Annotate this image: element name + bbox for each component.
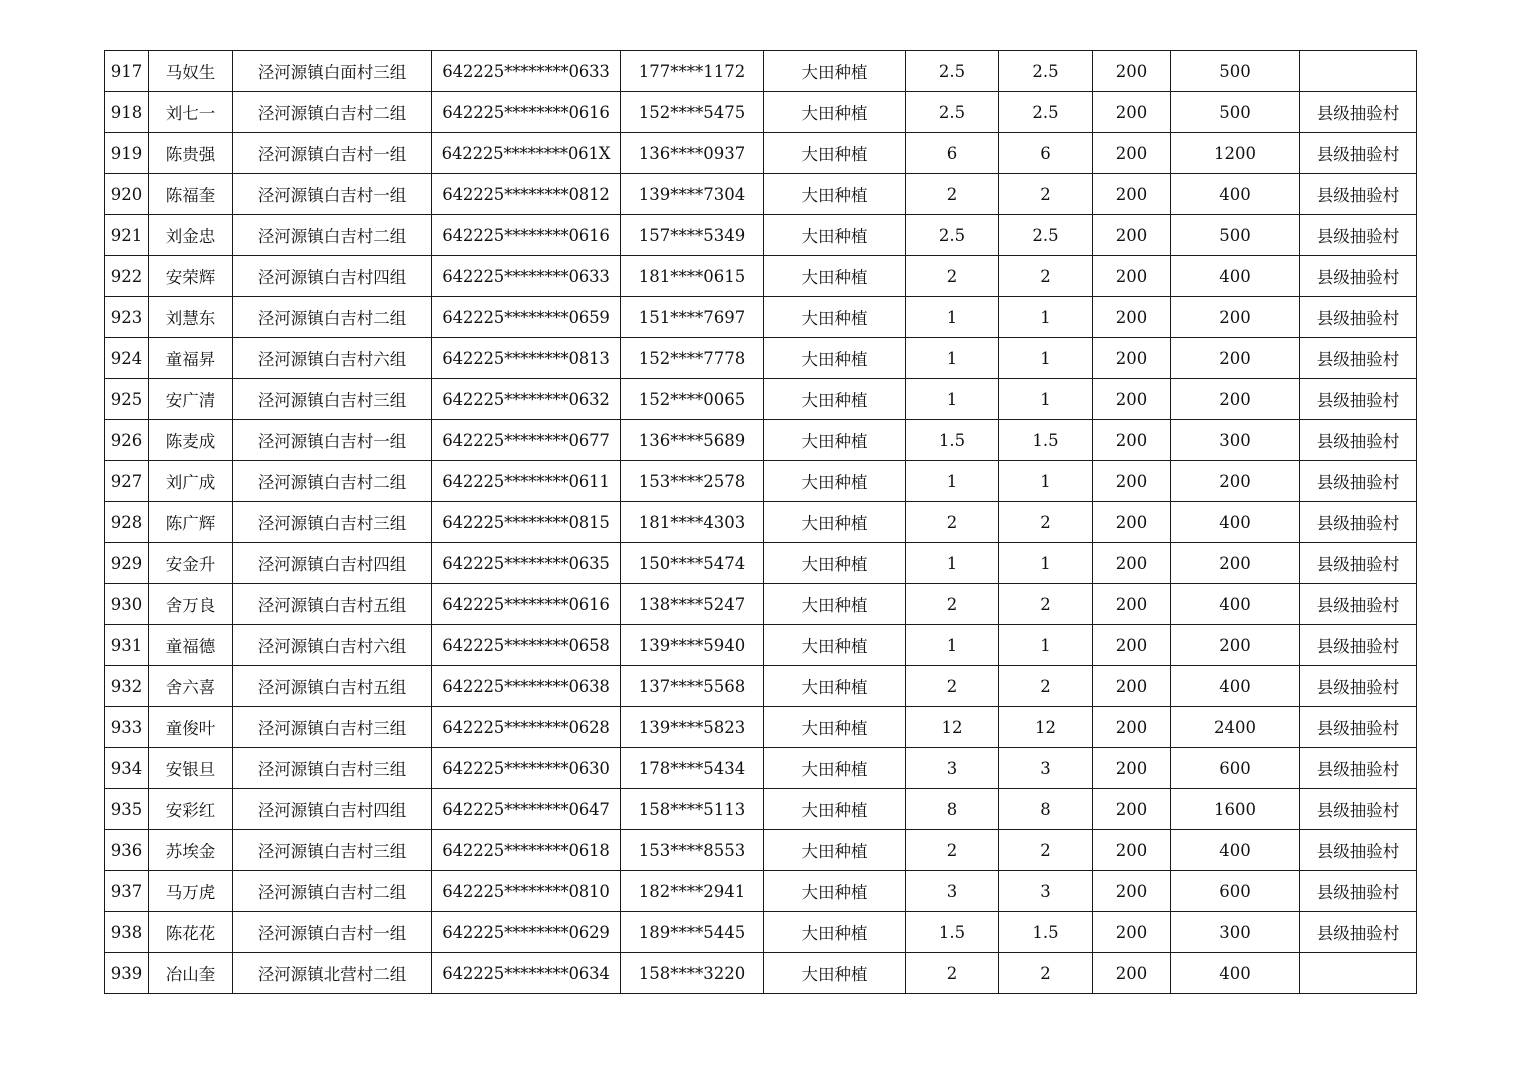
remark-cell: 县级抽验村 bbox=[1300, 830, 1417, 871]
phone-cell: 189****5445 bbox=[621, 912, 764, 953]
table-row bbox=[105, 830, 1417, 871]
verified-area-cell: 6 bbox=[999, 133, 1093, 174]
verified-area-cell: 3 bbox=[999, 748, 1093, 789]
id-card-cell: 642225********0810 bbox=[432, 871, 621, 912]
id-card-cell: 642225********0812 bbox=[432, 174, 621, 215]
table-row bbox=[105, 338, 1417, 379]
subsidy-standard-cell: 200 bbox=[1093, 789, 1171, 830]
area-cell: 2 bbox=[906, 584, 999, 625]
remark-cell: 县级抽验村 bbox=[1300, 379, 1417, 420]
row-number-cell: 929 bbox=[105, 543, 149, 584]
verified-area-cell: 2 bbox=[999, 502, 1093, 543]
subsidy-amount-cell: 600 bbox=[1171, 748, 1300, 789]
subsidy-amount-cell: 600 bbox=[1171, 871, 1300, 912]
table-row bbox=[105, 912, 1417, 953]
verified-area-cell: 2.5 bbox=[999, 215, 1093, 256]
category-cell: 大田种植 bbox=[764, 420, 906, 461]
category-cell: 大田种植 bbox=[764, 953, 906, 994]
verified-area-cell: 1.5 bbox=[999, 420, 1093, 461]
person-name-cell: 马万虎 bbox=[149, 871, 233, 912]
phone-cell: 181****4303 bbox=[621, 502, 764, 543]
subsidy-standard-cell: 200 bbox=[1093, 133, 1171, 174]
verified-area-cell: 8 bbox=[999, 789, 1093, 830]
id-card-cell: 642225********0677 bbox=[432, 420, 621, 461]
phone-cell: 138****5247 bbox=[621, 584, 764, 625]
area-cell: 3 bbox=[906, 748, 999, 789]
id-card-cell: 642225********0611 bbox=[432, 461, 621, 502]
id-card-cell: 642225********0633 bbox=[432, 51, 621, 92]
row-number-cell: 923 bbox=[105, 297, 149, 338]
address-cell: 泾河源镇白吉村六组 bbox=[233, 338, 432, 379]
address-cell: 泾河源镇白吉村三组 bbox=[233, 707, 432, 748]
person-name-cell: 安广清 bbox=[149, 379, 233, 420]
id-card-cell: 642225********0815 bbox=[432, 502, 621, 543]
phone-cell: 181****0615 bbox=[621, 256, 764, 297]
area-cell: 1 bbox=[906, 297, 999, 338]
person-name-cell: 陈贵强 bbox=[149, 133, 233, 174]
subsidy-standard-cell: 200 bbox=[1093, 92, 1171, 133]
row-number-cell: 928 bbox=[105, 502, 149, 543]
category-cell: 大田种植 bbox=[764, 707, 906, 748]
category-cell: 大田种植 bbox=[764, 338, 906, 379]
area-cell: 2 bbox=[906, 256, 999, 297]
row-number-cell: 920 bbox=[105, 174, 149, 215]
person-name-cell: 刘金忠 bbox=[149, 215, 233, 256]
verified-area-cell: 2 bbox=[999, 256, 1093, 297]
id-card-cell: 642225********0616 bbox=[432, 584, 621, 625]
table-row bbox=[105, 748, 1417, 789]
subsidy-amount-cell: 200 bbox=[1171, 297, 1300, 338]
subsidy-amount-cell: 2400 bbox=[1171, 707, 1300, 748]
id-card-cell: 642225********0633 bbox=[432, 256, 621, 297]
phone-cell: 136****5689 bbox=[621, 420, 764, 461]
row-number-cell: 935 bbox=[105, 789, 149, 830]
category-cell: 大田种植 bbox=[764, 502, 906, 543]
person-name-cell: 刘七一 bbox=[149, 92, 233, 133]
phone-cell: 177****1172 bbox=[621, 51, 764, 92]
person-name-cell: 陈麦成 bbox=[149, 420, 233, 461]
person-name-cell: 陈广辉 bbox=[149, 502, 233, 543]
address-cell: 泾河源镇白吉村二组 bbox=[233, 461, 432, 502]
person-name-cell: 苏埃金 bbox=[149, 830, 233, 871]
row-number-cell: 917 bbox=[105, 51, 149, 92]
subsidy-roster-sheet bbox=[104, 50, 1416, 994]
category-cell: 大田种植 bbox=[764, 174, 906, 215]
subsidy-standard-cell: 200 bbox=[1093, 379, 1171, 420]
remark-cell: 县级抽验村 bbox=[1300, 543, 1417, 584]
row-number-cell: 931 bbox=[105, 625, 149, 666]
remark-cell: 县级抽验村 bbox=[1300, 584, 1417, 625]
category-cell: 大田种植 bbox=[764, 666, 906, 707]
area-cell: 2 bbox=[906, 502, 999, 543]
address-cell: 泾河源镇白面村三组 bbox=[233, 51, 432, 92]
row-number-cell: 922 bbox=[105, 256, 149, 297]
category-cell: 大田种植 bbox=[764, 830, 906, 871]
area-cell: 3 bbox=[906, 871, 999, 912]
address-cell: 泾河源镇白吉村二组 bbox=[233, 871, 432, 912]
table-row bbox=[105, 297, 1417, 338]
id-card-cell: 642225********061X bbox=[432, 133, 621, 174]
row-number-cell: 930 bbox=[105, 584, 149, 625]
phone-cell: 153****2578 bbox=[621, 461, 764, 502]
subsidy-roster-table bbox=[104, 50, 1417, 994]
subsidy-standard-cell: 200 bbox=[1093, 461, 1171, 502]
remark-cell: 县级抽验村 bbox=[1300, 502, 1417, 543]
category-cell: 大田种植 bbox=[764, 748, 906, 789]
row-number-cell: 918 bbox=[105, 92, 149, 133]
table-row bbox=[105, 133, 1417, 174]
person-name-cell: 童俊叶 bbox=[149, 707, 233, 748]
person-name-cell: 安荣辉 bbox=[149, 256, 233, 297]
id-card-cell: 642225********0630 bbox=[432, 748, 621, 789]
remark-cell: 县级抽验村 bbox=[1300, 789, 1417, 830]
subsidy-amount-cell: 400 bbox=[1171, 502, 1300, 543]
id-card-cell: 642225********0638 bbox=[432, 666, 621, 707]
table-row bbox=[105, 707, 1417, 748]
phone-cell: 158****3220 bbox=[621, 953, 764, 994]
person-name-cell: 童福昇 bbox=[149, 338, 233, 379]
row-number-cell: 938 bbox=[105, 912, 149, 953]
row-number-cell: 926 bbox=[105, 420, 149, 461]
subsidy-amount-cell: 400 bbox=[1171, 953, 1300, 994]
address-cell: 泾河源镇白吉村一组 bbox=[233, 912, 432, 953]
id-card-cell: 642225********0618 bbox=[432, 830, 621, 871]
verified-area-cell: 1 bbox=[999, 379, 1093, 420]
category-cell: 大田种植 bbox=[764, 92, 906, 133]
phone-cell: 153****8553 bbox=[621, 830, 764, 871]
remark-cell: 县级抽验村 bbox=[1300, 338, 1417, 379]
area-cell: 2 bbox=[906, 666, 999, 707]
subsidy-standard-cell: 200 bbox=[1093, 912, 1171, 953]
remark-cell bbox=[1300, 51, 1417, 92]
area-cell: 1.5 bbox=[906, 420, 999, 461]
address-cell: 泾河源镇白吉村一组 bbox=[233, 420, 432, 461]
category-cell: 大田种植 bbox=[764, 461, 906, 502]
subsidy-amount-cell: 500 bbox=[1171, 51, 1300, 92]
subsidy-standard-cell: 200 bbox=[1093, 953, 1171, 994]
row-number-cell: 934 bbox=[105, 748, 149, 789]
table-row bbox=[105, 461, 1417, 502]
category-cell: 大田种植 bbox=[764, 584, 906, 625]
id-card-cell: 642225********0659 bbox=[432, 297, 621, 338]
table-body bbox=[105, 51, 1417, 994]
category-cell: 大田种植 bbox=[764, 789, 906, 830]
person-name-cell: 舍六喜 bbox=[149, 666, 233, 707]
subsidy-amount-cell: 1200 bbox=[1171, 133, 1300, 174]
subsidy-amount-cell: 200 bbox=[1171, 338, 1300, 379]
subsidy-amount-cell: 200 bbox=[1171, 543, 1300, 584]
address-cell: 泾河源镇白吉村二组 bbox=[233, 92, 432, 133]
table-row bbox=[105, 789, 1417, 830]
address-cell: 泾河源镇北营村二组 bbox=[233, 953, 432, 994]
category-cell: 大田种植 bbox=[764, 256, 906, 297]
subsidy-standard-cell: 200 bbox=[1093, 543, 1171, 584]
category-cell: 大田种植 bbox=[764, 912, 906, 953]
phone-cell: 150****5474 bbox=[621, 543, 764, 584]
area-cell: 1 bbox=[906, 461, 999, 502]
row-number-cell: 937 bbox=[105, 871, 149, 912]
verified-area-cell: 2 bbox=[999, 953, 1093, 994]
subsidy-amount-cell: 300 bbox=[1171, 912, 1300, 953]
phone-cell: 137****5568 bbox=[621, 666, 764, 707]
remark-cell: 县级抽验村 bbox=[1300, 420, 1417, 461]
subsidy-standard-cell: 200 bbox=[1093, 297, 1171, 338]
subsidy-amount-cell: 200 bbox=[1171, 625, 1300, 666]
remark-cell: 县级抽验村 bbox=[1300, 912, 1417, 953]
address-cell: 泾河源镇白吉村五组 bbox=[233, 666, 432, 707]
subsidy-standard-cell: 200 bbox=[1093, 51, 1171, 92]
address-cell: 泾河源镇白吉村三组 bbox=[233, 379, 432, 420]
area-cell: 2.5 bbox=[906, 92, 999, 133]
table-row bbox=[105, 543, 1417, 584]
subsidy-amount-cell: 200 bbox=[1171, 379, 1300, 420]
person-name-cell: 舍万良 bbox=[149, 584, 233, 625]
address-cell: 泾河源镇白吉村三组 bbox=[233, 502, 432, 543]
remark-cell: 县级抽验村 bbox=[1300, 625, 1417, 666]
subsidy-standard-cell: 200 bbox=[1093, 502, 1171, 543]
category-cell: 大田种植 bbox=[764, 625, 906, 666]
id-card-cell: 642225********0628 bbox=[432, 707, 621, 748]
phone-cell: 157****5349 bbox=[621, 215, 764, 256]
area-cell: 2.5 bbox=[906, 215, 999, 256]
remark-cell: 县级抽验村 bbox=[1300, 133, 1417, 174]
table-row bbox=[105, 953, 1417, 994]
remark-cell: 县级抽验村 bbox=[1300, 256, 1417, 297]
table-row bbox=[105, 871, 1417, 912]
subsidy-amount-cell: 200 bbox=[1171, 461, 1300, 502]
verified-area-cell: 2 bbox=[999, 830, 1093, 871]
row-number-cell: 927 bbox=[105, 461, 149, 502]
address-cell: 泾河源镇白吉村四组 bbox=[233, 543, 432, 584]
subsidy-amount-cell: 500 bbox=[1171, 92, 1300, 133]
row-number-cell: 925 bbox=[105, 379, 149, 420]
verified-area-cell: 1.5 bbox=[999, 912, 1093, 953]
phone-cell: 139****7304 bbox=[621, 174, 764, 215]
id-card-cell: 642225********0634 bbox=[432, 953, 621, 994]
verified-area-cell: 2 bbox=[999, 666, 1093, 707]
area-cell: 1.5 bbox=[906, 912, 999, 953]
row-number-cell: 933 bbox=[105, 707, 149, 748]
phone-cell: 136****0937 bbox=[621, 133, 764, 174]
remark-cell: 县级抽验村 bbox=[1300, 215, 1417, 256]
subsidy-standard-cell: 200 bbox=[1093, 625, 1171, 666]
area-cell: 1 bbox=[906, 543, 999, 584]
subsidy-standard-cell: 200 bbox=[1093, 666, 1171, 707]
subsidy-standard-cell: 200 bbox=[1093, 584, 1171, 625]
subsidy-standard-cell: 200 bbox=[1093, 256, 1171, 297]
address-cell: 泾河源镇白吉村三组 bbox=[233, 748, 432, 789]
row-number-cell: 924 bbox=[105, 338, 149, 379]
id-card-cell: 642225********0616 bbox=[432, 92, 621, 133]
phone-cell: 182****2941 bbox=[621, 871, 764, 912]
phone-cell: 178****5434 bbox=[621, 748, 764, 789]
person-name-cell: 安金升 bbox=[149, 543, 233, 584]
category-cell: 大田种植 bbox=[764, 215, 906, 256]
verified-area-cell: 2 bbox=[999, 174, 1093, 215]
subsidy-amount-cell: 400 bbox=[1171, 830, 1300, 871]
remark-cell: 县级抽验村 bbox=[1300, 461, 1417, 502]
row-number-cell: 919 bbox=[105, 133, 149, 174]
category-cell: 大田种植 bbox=[764, 133, 906, 174]
subsidy-amount-cell: 400 bbox=[1171, 256, 1300, 297]
table-row bbox=[105, 174, 1417, 215]
area-cell: 2 bbox=[906, 174, 999, 215]
phone-cell: 152****0065 bbox=[621, 379, 764, 420]
address-cell: 泾河源镇白吉村二组 bbox=[233, 215, 432, 256]
verified-area-cell: 1 bbox=[999, 338, 1093, 379]
row-number-cell: 921 bbox=[105, 215, 149, 256]
subsidy-amount-cell: 400 bbox=[1171, 666, 1300, 707]
area-cell: 1 bbox=[906, 379, 999, 420]
person-name-cell: 陈花花 bbox=[149, 912, 233, 953]
subsidy-amount-cell: 400 bbox=[1171, 174, 1300, 215]
subsidy-amount-cell: 500 bbox=[1171, 215, 1300, 256]
verified-area-cell: 2.5 bbox=[999, 51, 1093, 92]
table-row bbox=[105, 256, 1417, 297]
row-number-cell: 936 bbox=[105, 830, 149, 871]
remark-cell: 县级抽验村 bbox=[1300, 871, 1417, 912]
address-cell: 泾河源镇白吉村六组 bbox=[233, 625, 432, 666]
area-cell: 2.5 bbox=[906, 51, 999, 92]
area-cell: 12 bbox=[906, 707, 999, 748]
area-cell: 2 bbox=[906, 953, 999, 994]
person-name-cell: 马奴生 bbox=[149, 51, 233, 92]
subsidy-standard-cell: 200 bbox=[1093, 871, 1171, 912]
id-card-cell: 642225********0647 bbox=[432, 789, 621, 830]
person-name-cell: 安银旦 bbox=[149, 748, 233, 789]
verified-area-cell: 2 bbox=[999, 584, 1093, 625]
verified-area-cell: 1 bbox=[999, 543, 1093, 584]
table-row bbox=[105, 379, 1417, 420]
category-cell: 大田种植 bbox=[764, 51, 906, 92]
address-cell: 泾河源镇白吉村一组 bbox=[233, 174, 432, 215]
subsidy-standard-cell: 200 bbox=[1093, 338, 1171, 379]
person-name-cell: 陈福奎 bbox=[149, 174, 233, 215]
phone-cell: 139****5940 bbox=[621, 625, 764, 666]
address-cell: 泾河源镇白吉村五组 bbox=[233, 584, 432, 625]
remark-cell: 县级抽验村 bbox=[1300, 666, 1417, 707]
address-cell: 泾河源镇白吉村三组 bbox=[233, 830, 432, 871]
table-row bbox=[105, 215, 1417, 256]
id-card-cell: 642225********0813 bbox=[432, 338, 621, 379]
id-card-cell: 642225********0629 bbox=[432, 912, 621, 953]
table-row bbox=[105, 420, 1417, 461]
person-name-cell: 冶山奎 bbox=[149, 953, 233, 994]
phone-cell: 158****5113 bbox=[621, 789, 764, 830]
remark-cell: 县级抽验村 bbox=[1300, 707, 1417, 748]
subsidy-standard-cell: 200 bbox=[1093, 215, 1171, 256]
id-card-cell: 642225********0635 bbox=[432, 543, 621, 584]
subsidy-standard-cell: 200 bbox=[1093, 707, 1171, 748]
verified-area-cell: 2.5 bbox=[999, 92, 1093, 133]
area-cell: 1 bbox=[906, 625, 999, 666]
area-cell: 6 bbox=[906, 133, 999, 174]
subsidy-amount-cell: 300 bbox=[1171, 420, 1300, 461]
address-cell: 泾河源镇白吉村二组 bbox=[233, 297, 432, 338]
area-cell: 2 bbox=[906, 830, 999, 871]
remark-cell: 县级抽验村 bbox=[1300, 297, 1417, 338]
address-cell: 泾河源镇白吉村四组 bbox=[233, 789, 432, 830]
person-name-cell: 刘广成 bbox=[149, 461, 233, 502]
table-row bbox=[105, 584, 1417, 625]
verified-area-cell: 3 bbox=[999, 871, 1093, 912]
person-name-cell: 安彩红 bbox=[149, 789, 233, 830]
subsidy-amount-cell: 1600 bbox=[1171, 789, 1300, 830]
subsidy-standard-cell: 200 bbox=[1093, 174, 1171, 215]
subsidy-standard-cell: 200 bbox=[1093, 830, 1171, 871]
row-number-cell: 939 bbox=[105, 953, 149, 994]
phone-cell: 152****7778 bbox=[621, 338, 764, 379]
subsidy-standard-cell: 200 bbox=[1093, 748, 1171, 789]
person-name-cell: 童福德 bbox=[149, 625, 233, 666]
remark-cell: 县级抽验村 bbox=[1300, 174, 1417, 215]
id-card-cell: 642225********0658 bbox=[432, 625, 621, 666]
phone-cell: 152****5475 bbox=[621, 92, 764, 133]
verified-area-cell: 1 bbox=[999, 297, 1093, 338]
remark-cell: 县级抽验村 bbox=[1300, 92, 1417, 133]
area-cell: 8 bbox=[906, 789, 999, 830]
area-cell: 1 bbox=[906, 338, 999, 379]
table-row bbox=[105, 625, 1417, 666]
remark-cell bbox=[1300, 953, 1417, 994]
subsidy-amount-cell: 400 bbox=[1171, 584, 1300, 625]
address-cell: 泾河源镇白吉村四组 bbox=[233, 256, 432, 297]
row-number-cell: 932 bbox=[105, 666, 149, 707]
verified-area-cell: 1 bbox=[999, 461, 1093, 502]
verified-area-cell: 1 bbox=[999, 625, 1093, 666]
table-row bbox=[105, 92, 1417, 133]
subsidy-standard-cell: 200 bbox=[1093, 420, 1171, 461]
table-row bbox=[105, 502, 1417, 543]
person-name-cell: 刘慧东 bbox=[149, 297, 233, 338]
address-cell: 泾河源镇白吉村一组 bbox=[233, 133, 432, 174]
id-card-cell: 642225********0616 bbox=[432, 215, 621, 256]
category-cell: 大田种植 bbox=[764, 543, 906, 584]
phone-cell: 139****5823 bbox=[621, 707, 764, 748]
phone-cell: 151****7697 bbox=[621, 297, 764, 338]
category-cell: 大田种植 bbox=[764, 871, 906, 912]
remark-cell: 县级抽验村 bbox=[1300, 748, 1417, 789]
table-row bbox=[105, 51, 1417, 92]
category-cell: 大田种植 bbox=[764, 379, 906, 420]
table-row bbox=[105, 666, 1417, 707]
verified-area-cell: 12 bbox=[999, 707, 1093, 748]
id-card-cell: 642225********0632 bbox=[432, 379, 621, 420]
category-cell: 大田种植 bbox=[764, 297, 906, 338]
